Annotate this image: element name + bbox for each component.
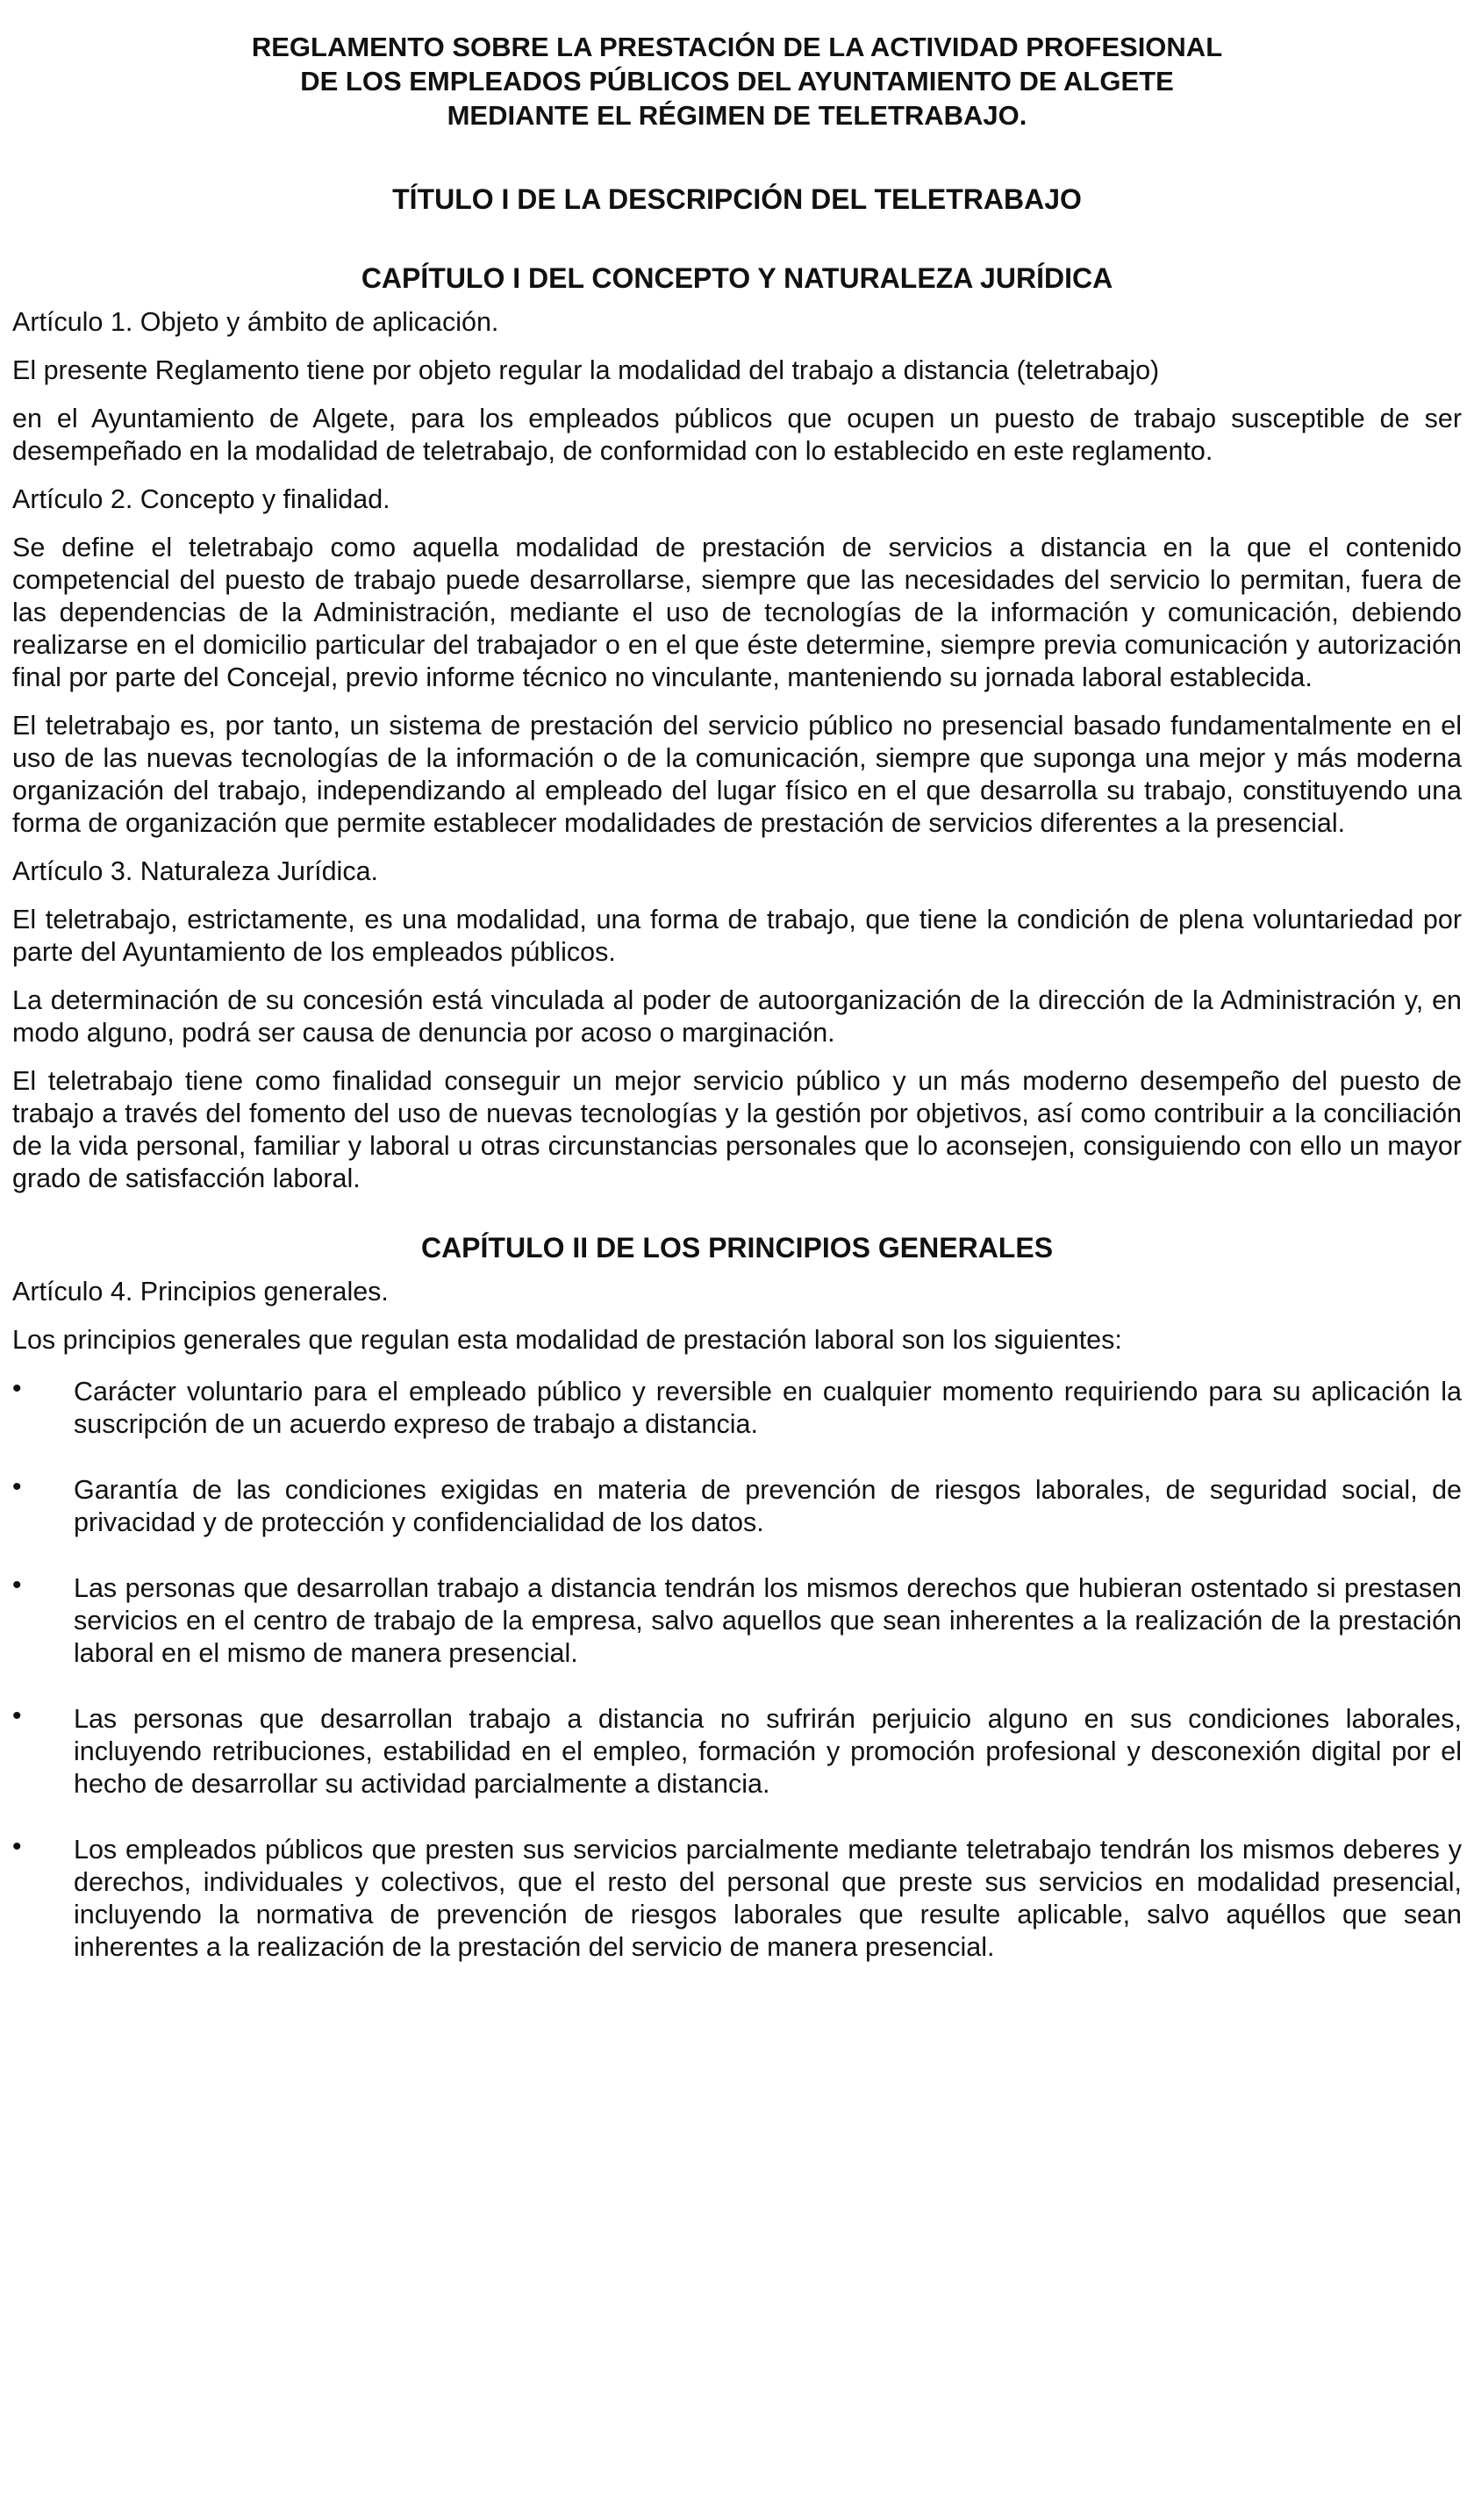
capitulo-1-heading: CAPÍTULO I DEL CONCEPTO Y NATURALEZA JURÍDICA <box>361 262 1113 294</box>
bullet-icon: • <box>12 1701 22 1730</box>
paragraph: Se define el teletrabajo como aquella modalidad de prestación de servicios a distancia en la que el contenido competencial del puesto de trabajo puede desarrollarse, siempre que las necesidades del servicio lo permitan, fuera de las dependencias de la Administración, mediante el uso de tecnologías de la información y comunicación, debiendo realizarse en el domicilio particular del trabajador o en el que éste determine, siempre previa comunicación y autorización final por parte del Concejal, previo informe técnico no vinculante, manteniendo su jornada laboral establecida. <box>12 533 1462 692</box>
articulo-2-heading: Artículo 2. Concepto y finalidad. <box>12 484 390 514</box>
bullet-icon: • <box>12 1472 22 1501</box>
paragraph: El teletrabajo, estrictamente, es una modalidad, una forma de trabajo, que tiene la condición de plena voluntariedad por parte del Ayuntamiento de los empleados públicos. <box>12 905 1462 967</box>
bullet-icon: • <box>12 1571 22 1600</box>
title-line: MEDIANTE EL RÉGIMEN DE TELETRABAJO. <box>447 100 1027 131</box>
list-item <box>12 1376 1462 1441</box>
list-item-text: Las personas que desarrollan trabajo a distancia no sufrirán perjuicio alguno en sus condiciones laborales, incluyendo retribuciones, estabilidad en el empleo, formación y promoción profesional y desconexión digital por el hecho de desarrollar su actividad parcialmente a distancia. <box>74 1704 1462 1799</box>
articulo-4-heading: Artículo 4. Principios generales. <box>12 1277 389 1307</box>
title-line: REGLAMENTO SOBRE LA PRESTACIÓN DE LA ACTIVIDAD PROFESIONAL <box>251 32 1223 62</box>
list-item-text: Carácter voluntario para el empleado público y reversible en cualquier momento requiriendo para su aplicación la suscripción de un acuerdo expreso de trabajo a distancia. <box>74 1377 1462 1439</box>
paragraph: en el Ayuntamiento de Algete, para los empleados públicos que ocupen un puesto de trabajo susceptible de ser desempeñado en la modalidad de teletrabajo, de conformidad con lo establecido en este reglamento. <box>12 404 1462 466</box>
paragraph: El teletrabajo tiene como finalidad conseguir un mejor servicio público y un más moderno desempeño del puesto de trabajo a través del fomento del uso de nuevas tecnologías y la gestión por objetivos, así como contribuir a la conciliación de la vida personal, familiar y laboral u otras circunstancias personales que lo aconsejen, consiguiendo con ello un mayor grado de satisfacción laboral. <box>12 1066 1462 1193</box>
paragraph: El teletrabajo es, por tanto, un sistema de prestación del servicio público no presencial basado fundamentalmente en el uso de las nuevas tecnologías de la información o de la comunicación, siempre que suponga una mejor y más moderna organización del trabajo, independizando al empleado del lugar físico en el que desarrolla su trabajo, constituyendo una forma de organización que permite establecer modalidades de prestación de servicios diferentes a la presencial. <box>12 711 1462 838</box>
list-item-text: Garantía de las condiciones exigidas en materia de prevención de riesgos laborales, de seguridad social, de privacidad y de protección y confidencialidad de los datos. <box>74 1475 1462 1537</box>
document-title <box>12 30 1462 132</box>
titulo-heading: TÍTULO I DE LA DESCRIPCIÓN DEL TELETRABAJO <box>392 183 1082 215</box>
capitulo-2-heading: CAPÍTULO II DE LOS PRINCIPIOS GENERALES <box>420 1232 1054 1264</box>
bullet-icon: • <box>12 1374 22 1403</box>
paragraph: El presente Reglamento tiene por objeto regular la modalidad del trabajo a distancia (teletrabajo) <box>12 355 1160 385</box>
bullet-icon: • <box>12 1832 22 1861</box>
paragraph: Los principios generales que regulan esta modalidad de prestación laboral son los siguientes: <box>12 1325 1122 1355</box>
articulo-1-heading: Artículo 1. Objeto y ámbito de aplicación. <box>12 307 499 337</box>
list-item-text: Los empleados públicos que presten sus servicios parcialmente mediante teletrabajo tendrán los mismos deberes y derechos, individuales y colectivos, que el resto del personal que preste sus servicios en modalidad presencial, incluyendo la normativa de prevención de riesgos laborales que resulte aplicable, salvo aquéllos que sean inherentes a la realización de la prestación del servicio de manera presencial. <box>74 1835 1462 1962</box>
document-page <box>12 30 1462 1997</box>
principles-list <box>12 1376 1462 1964</box>
paragraph: La determinación de su concesión está vinculada al poder de autoorganización de la dirección de la Administración y, en modo alguno, podrá ser causa de denuncia por acoso o marginación. <box>12 985 1462 1048</box>
list-item-text: Las personas que desarrollan trabajo a distancia tendrán los mismos derechos que hubieran ostentado si prestasen servicios en el centro de trabajo de la empresa, salvo aquellos que sean inherentes a la realización de la prestación laboral en el mismo de manera presencial. <box>74 1573 1462 1668</box>
list-item <box>12 1703 1462 1801</box>
list-item <box>12 1474 1462 1539</box>
list-item <box>12 1572 1462 1670</box>
articulo-3-heading: Artículo 3. Naturaleza Jurídica. <box>12 856 379 886</box>
title-line: DE LOS EMPLEADOS PÚBLICOS DEL AYUNTAMIENTO DE ALGETE <box>300 66 1174 97</box>
list-item <box>12 1834 1462 1964</box>
